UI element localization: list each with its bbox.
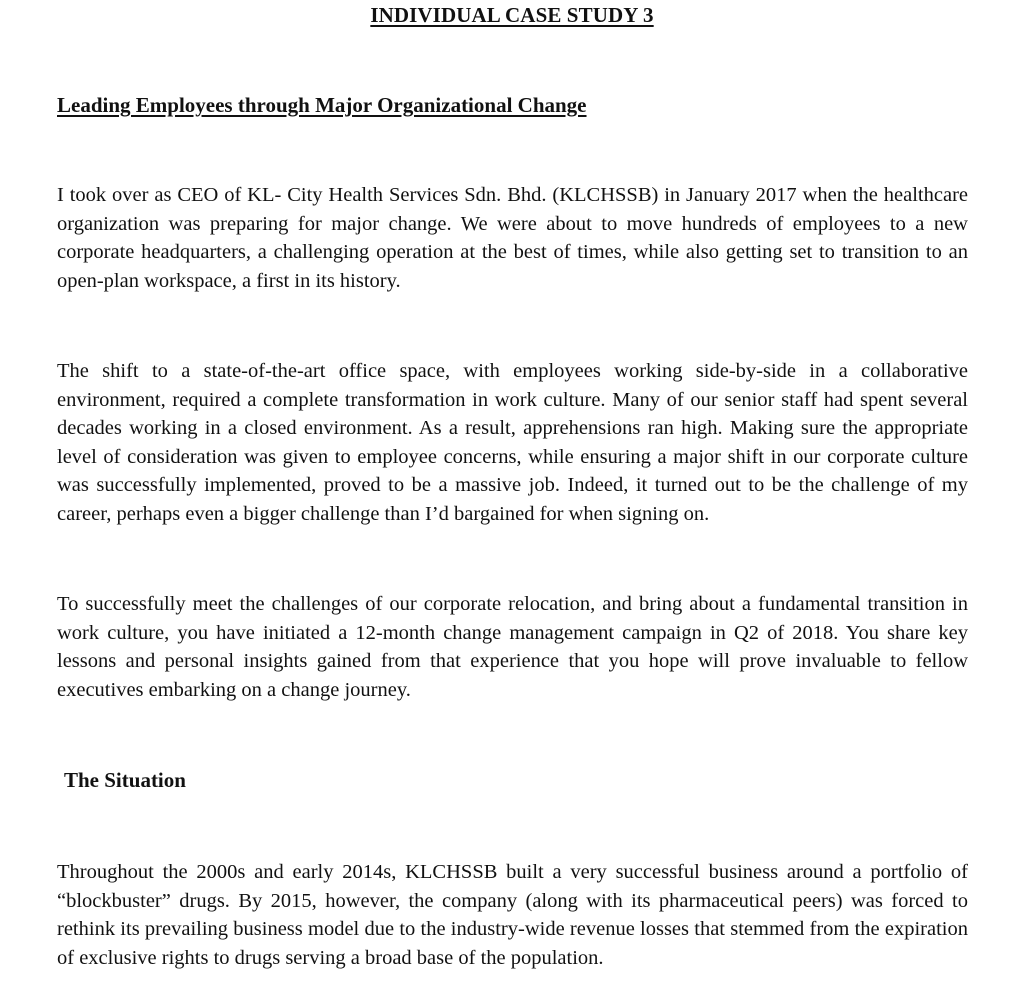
culture-shift-paragraph: The shift to a state-of-the-art office space, with employees working side-by-side in a collaborative environment, required a complete transformation in work culture. Many of our senior staff had spent several decades working in a closed environment. As a result, apprehensions ran high. Making sure the appropriate level of consideration was given to employee concerns, while ensuring a major shift in our corporate culture was successfully implemented, proved to be a massive job. Indeed, it turned out to be the challenge of my career, perhaps even a bigger challenge than I’d bargained for when signing on. bbox=[57, 360, 968, 525]
case-subtitle: Leading Employees through Major Organizational Change bbox=[57, 93, 587, 117]
document-title: INDIVIDUAL CASE STUDY 3 bbox=[370, 3, 654, 27]
situation-paragraph: Throughout the 2000s and early 2014s, KLCHSSB built a very successful business around a portfolio of “blockbuster” drugs. By 2015, however, the company (along with its pharmaceutical peers) was forced to rethink its prevailing business model due to the industry-wide revenue losses that stemmed from the expiration of exclusive rights to drugs serving a broad base of the population. bbox=[57, 861, 968, 969]
section-heading: The Situation bbox=[64, 768, 186, 792]
intro-paragraph: I took over as CEO of KL- City Health Services Sdn. Bhd. (KLCHSSB) in January 2017 when the healthcare organization was preparing for major change. We were about to move hundreds of employees to a new corporate headquarters, a challenging operation at the best of times, while also getting set to transition to an open-plan workspace, a first in its history. bbox=[57, 184, 968, 292]
change-campaign-paragraph: To successfully meet the challenges of our corporate relocation, and bring about a fundamental transition in work culture, you have initiated a 12-month change management campaign in Q2 of 2018. You share key lessons and personal insights gained from that experience that you hope will prove invaluable to fellow executives embarking on a change journey. bbox=[57, 593, 968, 701]
